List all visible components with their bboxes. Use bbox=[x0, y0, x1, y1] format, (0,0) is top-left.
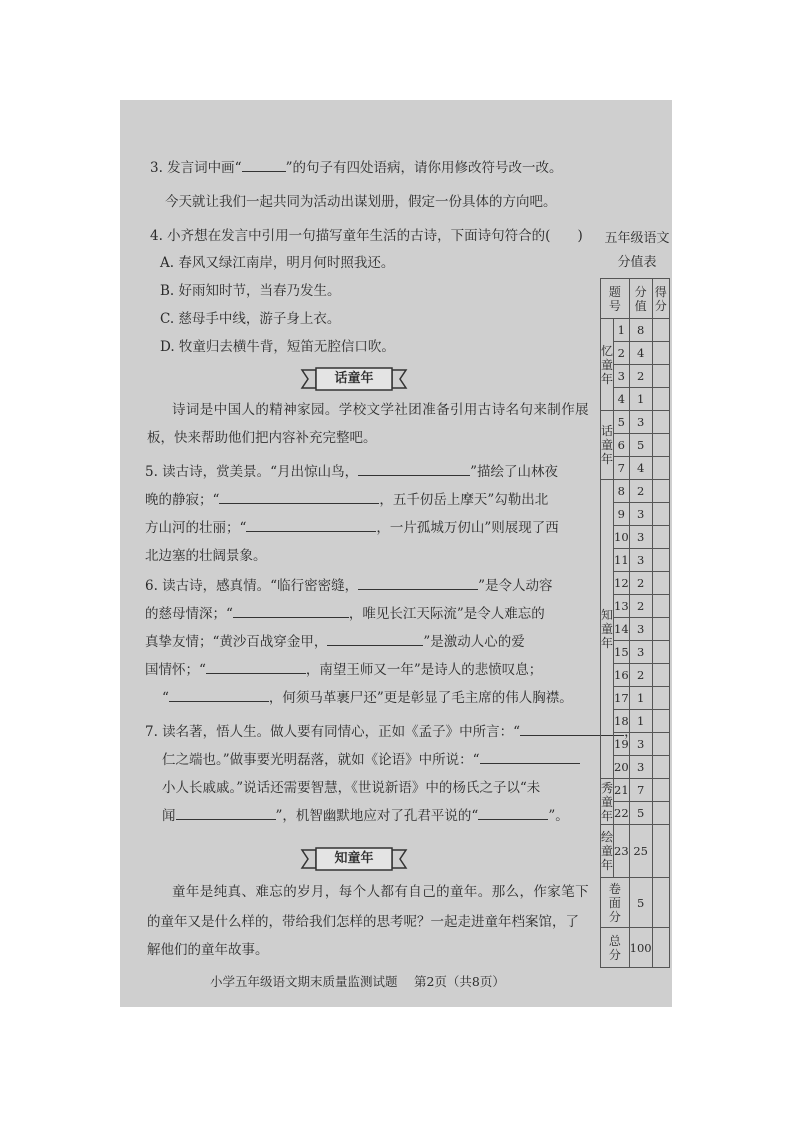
score-value: 3 bbox=[629, 733, 652, 756]
score-value: 100 bbox=[629, 928, 652, 968]
q7-text: ”。 bbox=[548, 808, 569, 824]
q7-blank-2[interactable] bbox=[480, 750, 580, 764]
q6-text: ，何须马革裹尸还”更是彰显了毛主席的伟人胸襟。 bbox=[268, 690, 573, 706]
q5-blank-2[interactable] bbox=[219, 490, 379, 504]
score-earned-cell[interactable] bbox=[652, 687, 669, 710]
q7-text: 7. 读名著，悟人生。做人要有同情心，正如《孟子》中所言：“ bbox=[145, 724, 521, 740]
score-value: 1 bbox=[629, 388, 652, 411]
score-header-tihao: 题 号 bbox=[601, 279, 630, 319]
q6-text: 的慈母情深；“ bbox=[145, 606, 233, 622]
section-banner-hua-tongnian bbox=[300, 366, 408, 392]
score-question-no: 23 bbox=[614, 825, 630, 878]
score-question-no: 13 bbox=[614, 595, 630, 618]
q7-text: 闻 bbox=[162, 808, 176, 824]
q7-blank-4[interactable] bbox=[478, 806, 548, 820]
score-earned-cell[interactable] bbox=[652, 802, 669, 825]
score-group-label: 知 童 年 bbox=[601, 480, 614, 779]
score-group-label: 绘 童 年 bbox=[601, 825, 614, 878]
score-value: 4 bbox=[629, 342, 652, 365]
score-value: 2 bbox=[629, 595, 652, 618]
section1-intro-line2: 板，快来帮助他们把内容补充完整吧。 bbox=[147, 430, 377, 446]
score-earned-cell[interactable] bbox=[652, 756, 669, 779]
score-earned-cell[interactable] bbox=[652, 480, 669, 503]
score-value: 25 bbox=[629, 825, 652, 878]
score-question-no: 4 bbox=[614, 388, 630, 411]
question-5-line2 bbox=[145, 490, 548, 510]
page-footer: 小学五年级语文期末质量监测试题 第2页（共8页） bbox=[210, 974, 505, 989]
score-question-no: 6 bbox=[614, 434, 630, 457]
score-value: 7 bbox=[629, 779, 652, 802]
score-earned-cell[interactable] bbox=[652, 365, 669, 388]
score-value: 3 bbox=[629, 756, 652, 779]
score-title-line: 分值表 bbox=[617, 255, 657, 270]
q6-text: 真挚友情；“黄沙百战穿金甲， bbox=[145, 634, 328, 650]
q5-blank-1[interactable] bbox=[358, 462, 470, 476]
q6-text: ，唯见长江天际流”是令人难忘的 bbox=[348, 606, 545, 622]
score-earned-cell[interactable] bbox=[652, 618, 669, 641]
score-question-no: 19 bbox=[614, 733, 630, 756]
q5-text: ，五千仞岳上摩天”勾勒出北 bbox=[379, 492, 549, 508]
q3-prefix: 3. 发言词中画“ bbox=[150, 160, 242, 176]
score-earned-cell[interactable] bbox=[652, 572, 669, 595]
score-value: 2 bbox=[629, 365, 652, 388]
q6-text: 6. 读古诗，感真情。“临行密密缝， bbox=[145, 578, 359, 594]
question-4-stem: 4. 小齐想在发言中引用一句描写童年生活的古诗，下面诗句符合的( ) bbox=[150, 228, 583, 244]
score-question-no: 15 bbox=[614, 641, 630, 664]
q6-blank-5[interactable] bbox=[169, 688, 269, 702]
score-earned-cell[interactable] bbox=[652, 549, 669, 572]
score-earned-cell[interactable] bbox=[652, 342, 669, 365]
score-question-no: 5 bbox=[614, 411, 630, 434]
question-7-line2 bbox=[162, 750, 580, 770]
score-header-defen: 得 分 bbox=[652, 279, 669, 319]
score-question-no: 9 bbox=[614, 503, 630, 526]
score-value: 4 bbox=[629, 457, 652, 480]
score-value: 8 bbox=[629, 319, 652, 342]
score-earned-cell[interactable] bbox=[652, 664, 669, 687]
score-question-no: 21 bbox=[614, 779, 630, 802]
score-question-no: 8 bbox=[614, 480, 630, 503]
score-value: 2 bbox=[629, 664, 652, 687]
score-value: 3 bbox=[629, 641, 652, 664]
score-earned-cell[interactable] bbox=[652, 779, 669, 802]
score-table-title bbox=[600, 227, 674, 275]
score-value: 2 bbox=[629, 572, 652, 595]
q5-text: ，一片孤城万仞山”则展现了西 bbox=[376, 520, 559, 536]
score-value: 5 bbox=[629, 434, 652, 457]
score-question-no: 22 bbox=[614, 802, 630, 825]
score-earned-cell[interactable] bbox=[652, 878, 669, 928]
q4-option-a: A. 春风又绿江南岸，明月何时照我还。 bbox=[160, 255, 395, 271]
score-question-no: 14 bbox=[614, 618, 630, 641]
question-6-line5 bbox=[162, 688, 573, 708]
q5-text: 晚的静寂；“ bbox=[145, 492, 220, 508]
score-juanmian-label: 卷 面 分 bbox=[601, 878, 630, 928]
score-value: 1 bbox=[629, 710, 652, 733]
q7-text: ”，机智幽默地应对了孔君平说的“ bbox=[275, 808, 479, 824]
score-earned-cell[interactable] bbox=[652, 503, 669, 526]
score-question-no: 3 bbox=[614, 365, 630, 388]
score-group-label: 忆 童 年 bbox=[601, 319, 614, 411]
q5-text: ”描绘了山林夜 bbox=[470, 464, 558, 480]
score-total-label: 总 分 bbox=[601, 928, 630, 968]
q6-text: ”是令人动容 bbox=[478, 578, 553, 594]
score-question-no: 18 bbox=[614, 710, 630, 733]
q5-text: 方山河的壮丽；“ bbox=[145, 520, 247, 536]
q6-blank-4[interactable] bbox=[206, 660, 306, 674]
score-earned-cell[interactable] bbox=[652, 595, 669, 618]
q5-blank-3[interactable] bbox=[246, 518, 376, 532]
score-question-no: 20 bbox=[614, 756, 630, 779]
score-earned-cell[interactable] bbox=[652, 928, 669, 968]
banner-label: 知童年 bbox=[334, 851, 374, 866]
score-earned-cell[interactable] bbox=[652, 319, 669, 342]
q4-option-b: B. 好雨知时节，当春乃发生。 bbox=[160, 283, 341, 299]
score-earned-cell[interactable] bbox=[652, 388, 669, 411]
q3-sentence: 今天就让我们一起共同为活动出谋划册，假定一份具体的方向吧。 bbox=[165, 194, 557, 210]
q4-option-d: D. 牧童归去横牛背，短笛无腔信口吹。 bbox=[160, 339, 395, 355]
score-group-label: 秀 童 年 bbox=[601, 780, 614, 823]
q6-blank-2[interactable] bbox=[233, 604, 349, 618]
question-7-line4 bbox=[162, 806, 569, 826]
question-6-line2 bbox=[145, 604, 545, 624]
question-6-line4 bbox=[145, 660, 542, 680]
score-value: 1 bbox=[629, 687, 652, 710]
score-earned-cell[interactable] bbox=[652, 457, 669, 480]
score-question-no: 2 bbox=[614, 342, 630, 365]
section-banner-zhi-tongnian bbox=[300, 846, 408, 872]
q6-text: “ bbox=[162, 690, 169, 706]
section2-intro-line3: 解他们的童年故事。 bbox=[147, 942, 269, 958]
q7-blank-3[interactable] bbox=[176, 806, 276, 820]
score-question-no: 7 bbox=[614, 457, 630, 480]
score-value: 3 bbox=[629, 411, 652, 434]
q3-suffix: ”的句子有四处语病，请你用修改符号改一改。 bbox=[285, 160, 563, 176]
score-question-no: 1 bbox=[614, 319, 630, 342]
score-value: 3 bbox=[629, 526, 652, 549]
question-6-line3 bbox=[145, 632, 525, 652]
score-earned-cell[interactable] bbox=[652, 641, 669, 664]
q5-text: 5. 读古诗，赏美景。“月出惊山鸟， bbox=[145, 464, 359, 480]
score-earned-cell[interactable] bbox=[652, 733, 669, 756]
score-value: 3 bbox=[629, 503, 652, 526]
q7-text: 仁之端也。”做事要光明磊落，就如《论语》中所说：“ bbox=[162, 752, 480, 768]
score-value: 2 bbox=[629, 480, 652, 503]
score-question-no: 16 bbox=[614, 664, 630, 687]
score-earned-cell[interactable] bbox=[652, 526, 669, 549]
q6-text: ”是激动人心的爱 bbox=[423, 634, 525, 650]
question-3 bbox=[150, 158, 562, 178]
q4-option-c: C. 慈母手中线，游子身上衣。 bbox=[160, 311, 341, 327]
score-earned-cell[interactable] bbox=[652, 434, 669, 457]
section1-intro-line1: 诗词是中国人的精神家园。学校文学社团准备引用古诗名句来制作展 bbox=[172, 402, 589, 418]
q3-underline-marker bbox=[242, 158, 286, 172]
score-earned-cell[interactable] bbox=[652, 411, 669, 434]
score-question-no: 11 bbox=[614, 549, 630, 572]
q6-blank-3[interactable] bbox=[327, 632, 423, 646]
question-5-line1 bbox=[145, 462, 558, 482]
score-question-no: 17 bbox=[614, 687, 630, 710]
question-6-line1 bbox=[145, 576, 552, 596]
q6-text: ，南望王师又一年”是诗人的悲愤叹息； bbox=[305, 662, 543, 678]
score-earned-cell[interactable] bbox=[652, 710, 669, 733]
score-question-no: 10 bbox=[614, 526, 630, 549]
score-value: 3 bbox=[629, 549, 652, 572]
score-value: 5 bbox=[629, 802, 652, 825]
question-5-line3 bbox=[145, 518, 559, 538]
q6-text: 国情怀；“ bbox=[145, 662, 206, 678]
question-7-line1 bbox=[145, 722, 638, 742]
score-table bbox=[600, 278, 670, 968]
question-5-line4: 北边塞的壮阔景象。 bbox=[145, 548, 267, 564]
score-title-line: 五年级语文 bbox=[604, 231, 670, 246]
q6-blank-1[interactable] bbox=[358, 576, 478, 590]
score-value: 3 bbox=[629, 618, 652, 641]
q7-text: ， bbox=[624, 724, 638, 740]
score-question-no: 12 bbox=[614, 572, 630, 595]
score-group-label: 话 童 年 bbox=[601, 411, 614, 480]
score-earned-cell[interactable] bbox=[652, 825, 669, 878]
section2-intro-line2: 的童年又是什么样的，带给我们怎样的思考呢？一起走进童年档案馆，了 bbox=[147, 914, 579, 930]
score-value: 5 bbox=[629, 878, 652, 928]
question-7-line3: 小人长戚戚。”说话还需要智慧，《世说新语》中的杨氏之子以“未 bbox=[162, 780, 541, 796]
section2-intro-line1: 童年是纯真、难忘的岁月，每个人都有自己的童年。那么，作家笔下 bbox=[172, 884, 589, 900]
banner-label: 话童年 bbox=[334, 371, 374, 386]
score-header-fenzhi: 分 值 bbox=[629, 279, 652, 319]
